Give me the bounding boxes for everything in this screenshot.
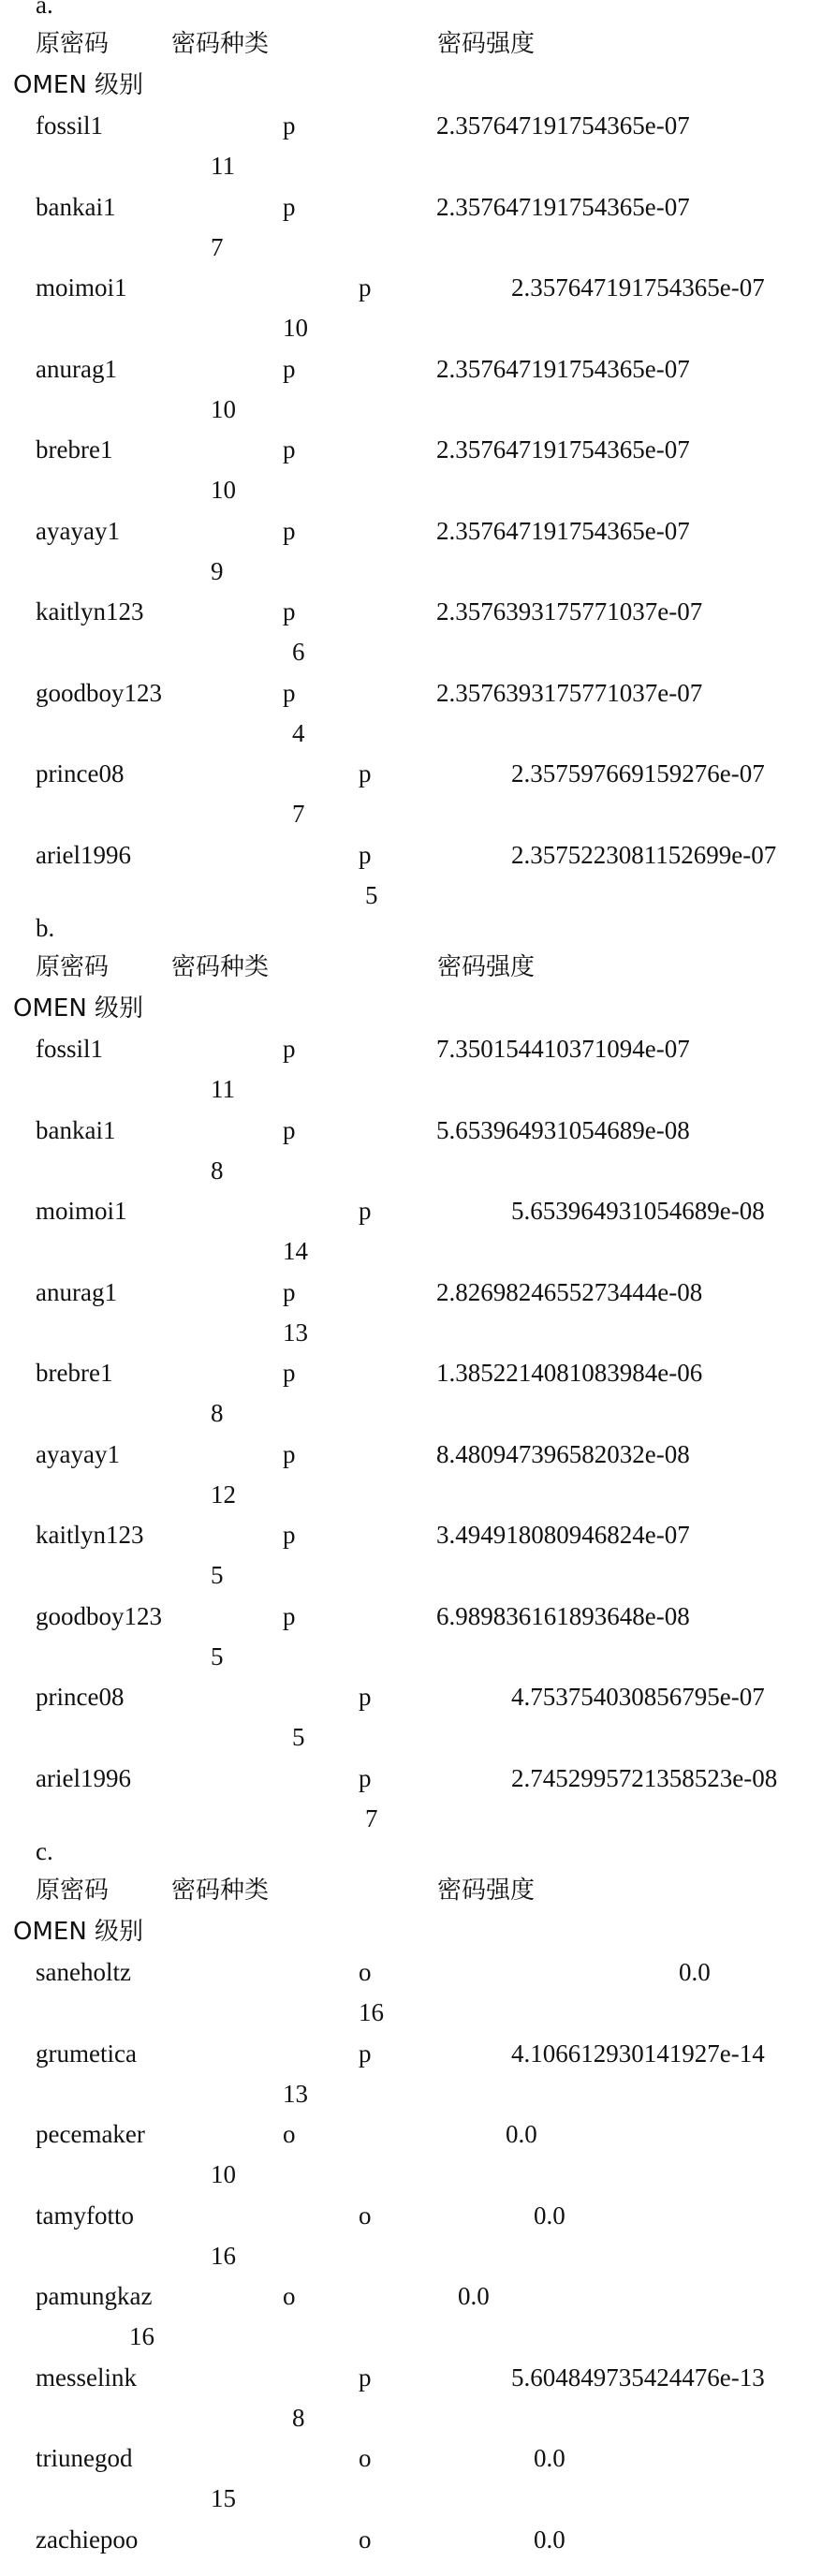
row-omen-level: 5 <box>365 880 378 909</box>
row-omen-level: 4 <box>292 718 305 747</box>
row-omen-level: 12 <box>211 1479 236 1509</box>
row-password: pamungkaz <box>36 2282 153 2310</box>
row-password-type: p <box>283 1277 296 1306</box>
row-omen-level: 10 <box>211 476 236 504</box>
row-password-strength: 2.7452995721358523e-08 <box>511 1763 778 1792</box>
row-omen-level: 11 <box>211 1075 235 1103</box>
row-password: brebre1 <box>36 435 113 464</box>
row-omen-level: 5 <box>292 1723 305 1751</box>
row-password-strength: 0.0 <box>506 2120 537 2148</box>
header-password-strength: 密码强度 <box>437 30 536 58</box>
row-password-type: p <box>359 840 372 869</box>
row-password-strength: 5.653964931054689e-08 <box>511 1197 765 1225</box>
row-password-type: p <box>359 1763 372 1792</box>
row-password: prince08 <box>36 1683 125 1711</box>
row-password-type: o <box>359 2524 372 2554</box>
row-omen-level: 11 <box>211 152 235 180</box>
row-omen-level: 6 <box>292 638 305 666</box>
row-password-strength: 7.350154410371094e-07 <box>436 1035 690 1063</box>
row-password-strength: 2.357647191754365e-07 <box>436 354 690 383</box>
row-password-strength: 0.0 <box>534 2201 565 2230</box>
row-password: saneholtz <box>36 1958 131 1986</box>
row-password-type: p <box>283 678 296 707</box>
row-omen-level: 16 <box>359 1998 384 2026</box>
row-password-strength: 2.357647191754365e-07 <box>436 192 690 221</box>
row-password: fossil1 <box>36 1035 104 1063</box>
row-password-strength: 1.3852214081083984e-06 <box>436 1359 703 1387</box>
row-password: prince08 <box>36 759 125 788</box>
row-omen-level: 14 <box>283 1237 308 1265</box>
row-password: moimoi1 <box>36 273 127 302</box>
row-password-strength: 3.494918080946824e-07 <box>436 1521 690 1549</box>
row-password: kaitlyn123 <box>36 1521 144 1549</box>
section-label: b. <box>36 914 55 942</box>
row-password-strength: 2.3576393175771037e-07 <box>436 678 703 707</box>
header-original-password: 原密码 <box>36 30 110 58</box>
row-password: goodboy123 <box>36 1601 162 1630</box>
header-omen-level: OMEN 级别 <box>13 1918 144 1946</box>
row-omen-level: 8 <box>211 1399 224 1427</box>
row-password-type: p <box>359 1683 372 1711</box>
row-password: tamyfotto <box>36 2201 134 2230</box>
row-password-strength: 5.653964931054689e-08 <box>436 1115 690 1144</box>
row-password-strength: 0.0 <box>458 2282 490 2310</box>
row-omen-level: 8 <box>292 2403 305 2432</box>
row-omen-level: 16 <box>211 2241 236 2270</box>
row-password-strength: 2.8269824655273444e-08 <box>436 1277 703 1306</box>
row-password-type: o <box>283 2282 296 2310</box>
row-password-type: p <box>283 435 296 464</box>
row-password: ayayay1 <box>36 1439 120 1468</box>
header-password-strength: 密码强度 <box>437 953 536 981</box>
row-password: ariel1996 <box>36 840 131 869</box>
row-password: bankai1 <box>36 192 116 221</box>
row-password-type: o <box>283 2120 296 2148</box>
row-password: bankai1 <box>36 1115 116 1144</box>
row-password-strength: 2.357597669159276e-07 <box>511 759 765 788</box>
row-password: anurag1 <box>36 354 117 383</box>
row-password-strength: 8.480947396582032e-08 <box>436 1439 690 1468</box>
row-password-type: p <box>283 516 296 545</box>
row-omen-level: 13 <box>283 2079 308 2108</box>
row-password-type: p <box>359 2039 372 2068</box>
section-label: a. <box>36 0 53 19</box>
row-password-strength: 0.0 <box>534 2444 565 2472</box>
row-password-strength: 2.357647191754365e-07 <box>436 516 690 545</box>
row-omen-level: 10 <box>283 314 308 342</box>
row-password-type: p <box>283 192 296 221</box>
row-password-strength: 2.357647191754365e-07 <box>436 435 690 464</box>
row-password-type: p <box>283 111 296 140</box>
row-omen-level: 10 <box>211 2160 236 2188</box>
row-omen-level: 15 <box>211 2484 236 2512</box>
row-omen-level: 16 <box>129 2322 154 2350</box>
row-password-type: p <box>359 273 372 302</box>
row-password-type: p <box>283 1521 296 1549</box>
row-password: grumetica <box>36 2039 137 2068</box>
header-password-strength: 密码强度 <box>437 1877 536 1905</box>
row-password-type: p <box>283 354 296 383</box>
row-password: goodboy123 <box>36 678 162 707</box>
row-password-strength: 0.0 <box>534 2524 565 2554</box>
row-password: moimoi1 <box>36 1197 127 1225</box>
row-password-type: o <box>359 2444 372 2472</box>
row-password: brebre1 <box>36 1359 113 1387</box>
row-password: kaitlyn123 <box>36 597 144 626</box>
header-original-password: 原密码 <box>36 1877 110 1905</box>
row-password: triunegod <box>36 2444 133 2472</box>
row-password-strength: 2.3576393175771037e-07 <box>436 597 703 626</box>
row-password: zachiepoo <box>36 2524 139 2554</box>
row-password-type: p <box>283 1359 296 1387</box>
row-omen-level: 7 <box>292 800 305 828</box>
row-password-type: p <box>359 759 372 788</box>
row-password-strength: 5.604849735424476e-13 <box>511 2363 765 2392</box>
row-password-strength: 2.3575223081152699e-07 <box>511 840 777 869</box>
row-omen-level: 5 <box>211 1641 224 1671</box>
row-omen-level: 7 <box>365 1803 378 1833</box>
row-password: ayayay1 <box>36 516 120 545</box>
header-password-type: 密码种类 <box>171 30 270 58</box>
row-password-type: p <box>283 597 296 626</box>
row-password: messelink <box>36 2363 137 2392</box>
header-password-type: 密码种类 <box>171 1877 270 1905</box>
header-omen-level: OMEN 级别 <box>13 994 144 1023</box>
header-omen-level: OMEN 级别 <box>13 71 144 99</box>
row-password-type: p <box>359 1197 372 1225</box>
row-password-type: o <box>359 1958 372 1986</box>
row-omen-level: 13 <box>283 1317 308 1347</box>
row-omen-level: 10 <box>211 394 236 423</box>
row-password-strength: 4.753754030856795e-07 <box>511 1683 765 1711</box>
row-password-strength: 2.357647191754365e-07 <box>436 111 690 140</box>
row-password-type: o <box>359 2201 372 2230</box>
row-password-type: p <box>283 1115 296 1144</box>
row-password-strength: 6.989836161893648e-08 <box>436 1601 690 1630</box>
row-password: anurag1 <box>36 1277 117 1306</box>
row-password: fossil1 <box>36 111 104 140</box>
section-label: c. <box>36 1837 53 1865</box>
row-password: pecemaker <box>36 2120 145 2148</box>
row-password-type: p <box>359 2363 372 2392</box>
row-omen-level: 8 <box>211 1156 224 1185</box>
header-original-password: 原密码 <box>36 953 110 981</box>
header-password-type: 密码种类 <box>171 953 270 981</box>
row-password: ariel1996 <box>36 1763 131 1792</box>
row-password-type: p <box>283 1601 296 1630</box>
row-password-strength: 2.357647191754365e-07 <box>511 273 765 302</box>
row-omen-level: 7 <box>211 232 224 261</box>
row-omen-level: 9 <box>211 556 224 585</box>
row-password-strength: 0.0 <box>679 1958 711 1986</box>
row-password-type: p <box>283 1439 296 1468</box>
row-omen-level: 5 <box>211 1561 224 1589</box>
row-password-type: p <box>283 1035 296 1063</box>
row-password-strength: 4.106612930141927e-14 <box>511 2039 765 2068</box>
